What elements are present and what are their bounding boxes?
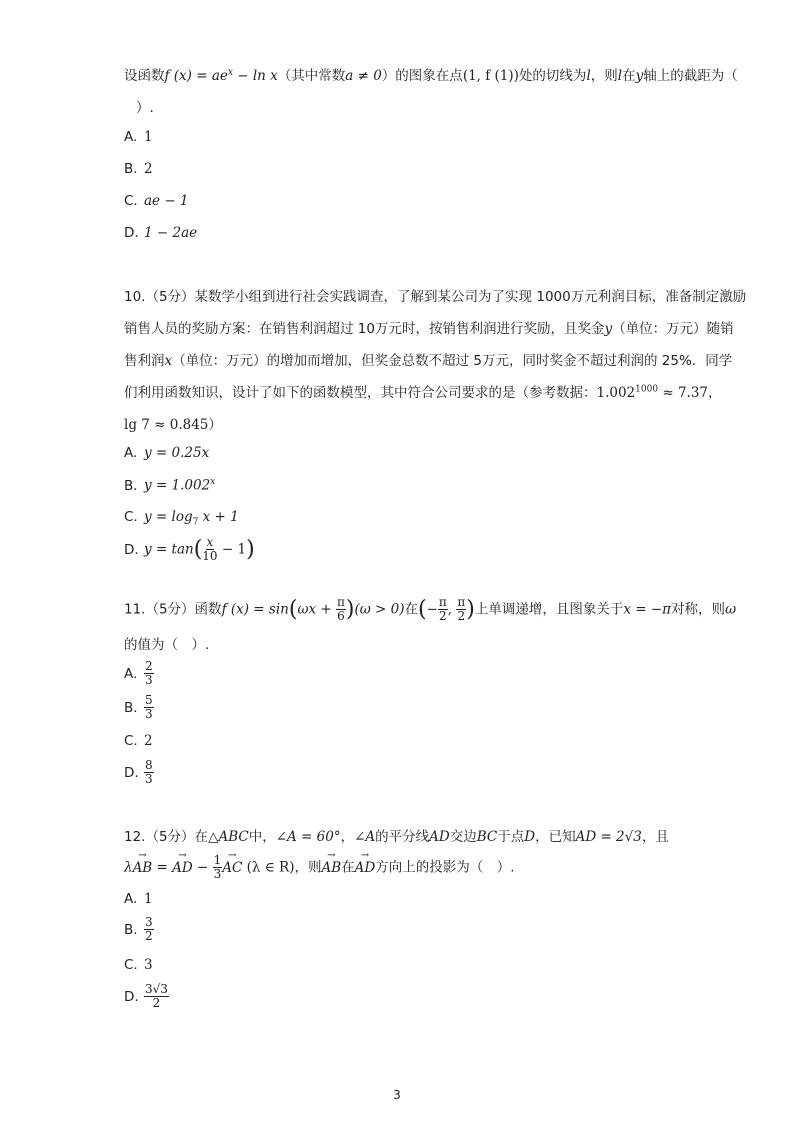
q12-math: ∠A (354, 829, 376, 845)
q12-text: 中， (248, 829, 276, 845)
paren-left: ( (417, 597, 427, 622)
q12-stem-line1 (124, 825, 669, 845)
q11-fraction (456, 596, 466, 623)
q11-text: 11.（5分）函数 (124, 601, 222, 618)
q11-option-d[interactable] (124, 759, 154, 786)
q12-text: ， (340, 829, 355, 845)
option-text: y = 1.002 (144, 477, 211, 494)
option-fraction (202, 536, 217, 563)
q9-option-d[interactable] (124, 225, 197, 241)
q11-stem-line2: 的值为（ ）. (124, 637, 210, 653)
q9-text: 设函数 (124, 68, 165, 84)
option-text: 3 (144, 957, 153, 973)
fraction-denominator: 2 (457, 609, 466, 623)
fraction-numerator: 5 (145, 693, 153, 707)
fraction-denominator: 2 (145, 929, 153, 943)
q12-math: AD = 2√3 (575, 829, 642, 845)
q12-text: 方向上的投影为（ ）. (375, 859, 515, 876)
q10-math-sup: 1000 (635, 384, 659, 395)
q10-text: 销售人员的奖励方案：在销售利润超过 10万元时，按销售利润进行奖励，且奖金 (124, 321, 605, 337)
fraction-denominator: 6 (337, 609, 345, 623)
fraction-numerator: π (336, 595, 345, 609)
option-text: 1 (144, 129, 153, 145)
vector-ad: → AD (355, 860, 376, 876)
q11-option-b[interactable] (124, 694, 154, 721)
fraction-numerator: π (438, 595, 447, 609)
q12-option-b[interactable] (124, 916, 154, 943)
option-label: C. (124, 509, 138, 525)
fraction-numerator: x (206, 535, 214, 549)
q10-stem-line3 (124, 349, 732, 369)
q11-option-a[interactable] (124, 660, 154, 687)
q11-math: ωx + (297, 601, 336, 618)
q12-text: 交边 (449, 829, 477, 845)
q11-option-c[interactable] (124, 733, 153, 749)
q9-math-sup: x (227, 67, 233, 78)
option-label: D. (124, 988, 139, 1005)
paren-left: ( (193, 537, 203, 562)
q12-math: ∠A = 60° (275, 829, 341, 845)
q9-text: （其中常数 (277, 68, 346, 84)
option-label: B. (124, 477, 138, 494)
option-fraction (144, 983, 169, 1010)
q9-math: f (x) = ae (164, 68, 228, 84)
q10-stem-line1: 10.（5分）某数学小组到进行社会实践调查，了解到某公司为了实现 1000万元利润目标，准备制定激励 (124, 289, 747, 305)
q9-text: 轴上的截距为（ (643, 68, 738, 84)
option-label: A. (124, 891, 138, 907)
q9-math: a ≠ 0 (345, 68, 382, 84)
q12-text: ，且 (641, 829, 669, 845)
option-label: C. (124, 733, 138, 749)
q12-text: 在 (341, 859, 355, 876)
q9-text: ，则 (590, 68, 618, 84)
option-fraction (144, 694, 154, 721)
q10-text: （单位：万元）的增加而增加，但奖金总数不超过 5万元，同时奖金不超过利润的 25%．同学 (172, 353, 733, 369)
fraction-denominator: 3 (145, 707, 153, 721)
option-text: y = 0.25x (144, 445, 210, 461)
q10-math: y (604, 321, 613, 337)
paren-right: ) (246, 537, 255, 562)
option-text: − 1 (217, 541, 247, 558)
q12-text: 于点 (497, 829, 525, 845)
q10-text: 售利润 (124, 353, 165, 369)
q11-fraction (438, 596, 448, 623)
q11-fraction (336, 596, 346, 623)
option-label: D. (124, 764, 139, 781)
q12-math: △ABC (208, 829, 249, 845)
q12-math: (λ ∈ R) (242, 859, 295, 876)
option-text: 2 (144, 733, 153, 749)
q12-option-d[interactable] (124, 983, 169, 1010)
q10-math: x (164, 353, 173, 369)
option-text: x + 1 (198, 509, 239, 525)
option-label: A. (124, 445, 138, 461)
vector-ac: → AC (222, 860, 242, 876)
q10-stem-line5 (124, 413, 222, 433)
vector-ab: → AB (133, 860, 153, 876)
fraction-numerator: 8 (145, 758, 153, 772)
fraction-numerator: 3 (145, 915, 153, 929)
q10-stem-line2 (124, 317, 734, 337)
option-label: B. (124, 921, 138, 938)
q11-text: 对称，则 (671, 601, 726, 618)
q12-text: 12.（5分）在 (124, 829, 209, 845)
q10-math: lg 7 ≈ 0.845） (124, 417, 222, 433)
q12-option-c[interactable] (124, 957, 153, 973)
paren-right: ) (345, 597, 355, 622)
q12-math: λ (124, 859, 133, 876)
q12-math: BC (476, 829, 498, 845)
option-text: y = tan (144, 541, 194, 558)
option-label: D. (124, 541, 139, 558)
fraction-denominator: 2 (152, 996, 161, 1010)
q10-option-b[interactable] (124, 477, 215, 494)
option-label: A. (124, 129, 138, 145)
q12-text: 的平分线 (375, 829, 430, 845)
q9-option-a[interactable] (124, 129, 153, 145)
q9-option-c[interactable] (124, 193, 189, 209)
option-fraction (144, 916, 154, 943)
q9-text: 在 (622, 68, 636, 84)
q10-option-c[interactable] (124, 509, 239, 528)
q12-math: AD (429, 829, 450, 845)
paren-right: ) (466, 597, 475, 622)
vector-ad: → AD (172, 860, 193, 876)
q11-text: 上单调递增，且图象关于 (474, 601, 624, 618)
q9-text: 处的切线为 (518, 68, 587, 84)
q11-math: (ω > 0) (354, 601, 405, 618)
fraction-denominator: 2 (439, 609, 447, 623)
q9-text: ）的图象在点 (381, 68, 463, 84)
fraction-denominator: 10 (202, 549, 218, 563)
option-label: C. (124, 957, 138, 973)
q9-stem-line2: ）. (136, 100, 154, 116)
fraction-numerator: 2 (145, 659, 153, 673)
option-label: A. (124, 665, 138, 682)
q12-text: ，已知 (535, 829, 576, 845)
q9-stem-line1 (124, 64, 738, 84)
option-text: 1 − 2ae (144, 225, 198, 241)
option-label: D. (124, 225, 139, 241)
q10-stem-line4 (124, 381, 722, 401)
q12-stem-line2 (124, 854, 515, 881)
q12-text: ，则 (294, 859, 322, 876)
fraction-denominator: 3 (145, 673, 153, 687)
option-label: B. (124, 699, 138, 716)
q9-math: − ln x (232, 68, 278, 84)
page-number: 3 (393, 1088, 401, 1102)
q10-option-d[interactable] (124, 536, 255, 563)
q11-stem-line1: 11.（5分）函数f (x) = sin(ωx + $\frac{\pi}{6}$ )(ω > 0)在(− $\frac{\pi}{2}$ , $\frac{\pi}{2}$ )上单调递增，且图象关于x = −π对称，则ω (124, 595, 737, 623)
q12-math: D (524, 829, 536, 845)
option-text: 1 (144, 891, 153, 907)
option-text: 2 (144, 161, 153, 177)
option-label: C. (124, 193, 138, 209)
option-fraction (144, 759, 154, 786)
fraction-numerator: 1 (213, 853, 222, 867)
q9-math: (1, f (1)) (462, 68, 519, 84)
q10-option-a[interactable] (124, 445, 209, 461)
fraction-numerator: π (457, 595, 466, 609)
q12-fraction (213, 854, 223, 881)
q9-math: l (586, 68, 591, 84)
option-fraction (144, 660, 154, 687)
fraction-denominator: 3 (213, 867, 222, 881)
q11-math: − (426, 601, 438, 618)
q10-math: ≈ 7.37， (658, 385, 722, 401)
q12-math: − (192, 859, 213, 876)
q12-option-a[interactable] (124, 891, 153, 907)
fraction-numerator: 3√3 (145, 982, 168, 996)
paren-left: ( (288, 597, 298, 622)
q10-text: 们利用函数知识，设计了如下的函数模型，其中符合公司要求的是（参考数据： (124, 385, 597, 401)
vector-ab: → AB (321, 860, 341, 876)
q11-math: f (x) = sin (221, 601, 289, 618)
q10-math: 1.002 (596, 385, 636, 401)
q9-math: l (617, 68, 623, 84)
option-sub: 7 (192, 517, 199, 528)
q10-text: （单位：万元）随销 (612, 321, 734, 337)
option-text: ae − 1 (144, 193, 189, 209)
option-sup: x (210, 477, 216, 487)
q9-math: y (635, 68, 644, 84)
option-text: y = log (144, 509, 193, 525)
q12-math: = (152, 859, 173, 876)
option-label: B. (124, 161, 138, 177)
fraction-denominator: 3 (145, 772, 153, 786)
q11-math: x = −π (623, 601, 672, 618)
q11-text: 在 (404, 601, 418, 618)
q9-option-b[interactable] (124, 161, 153, 177)
q11-math: ω (725, 601, 737, 618)
